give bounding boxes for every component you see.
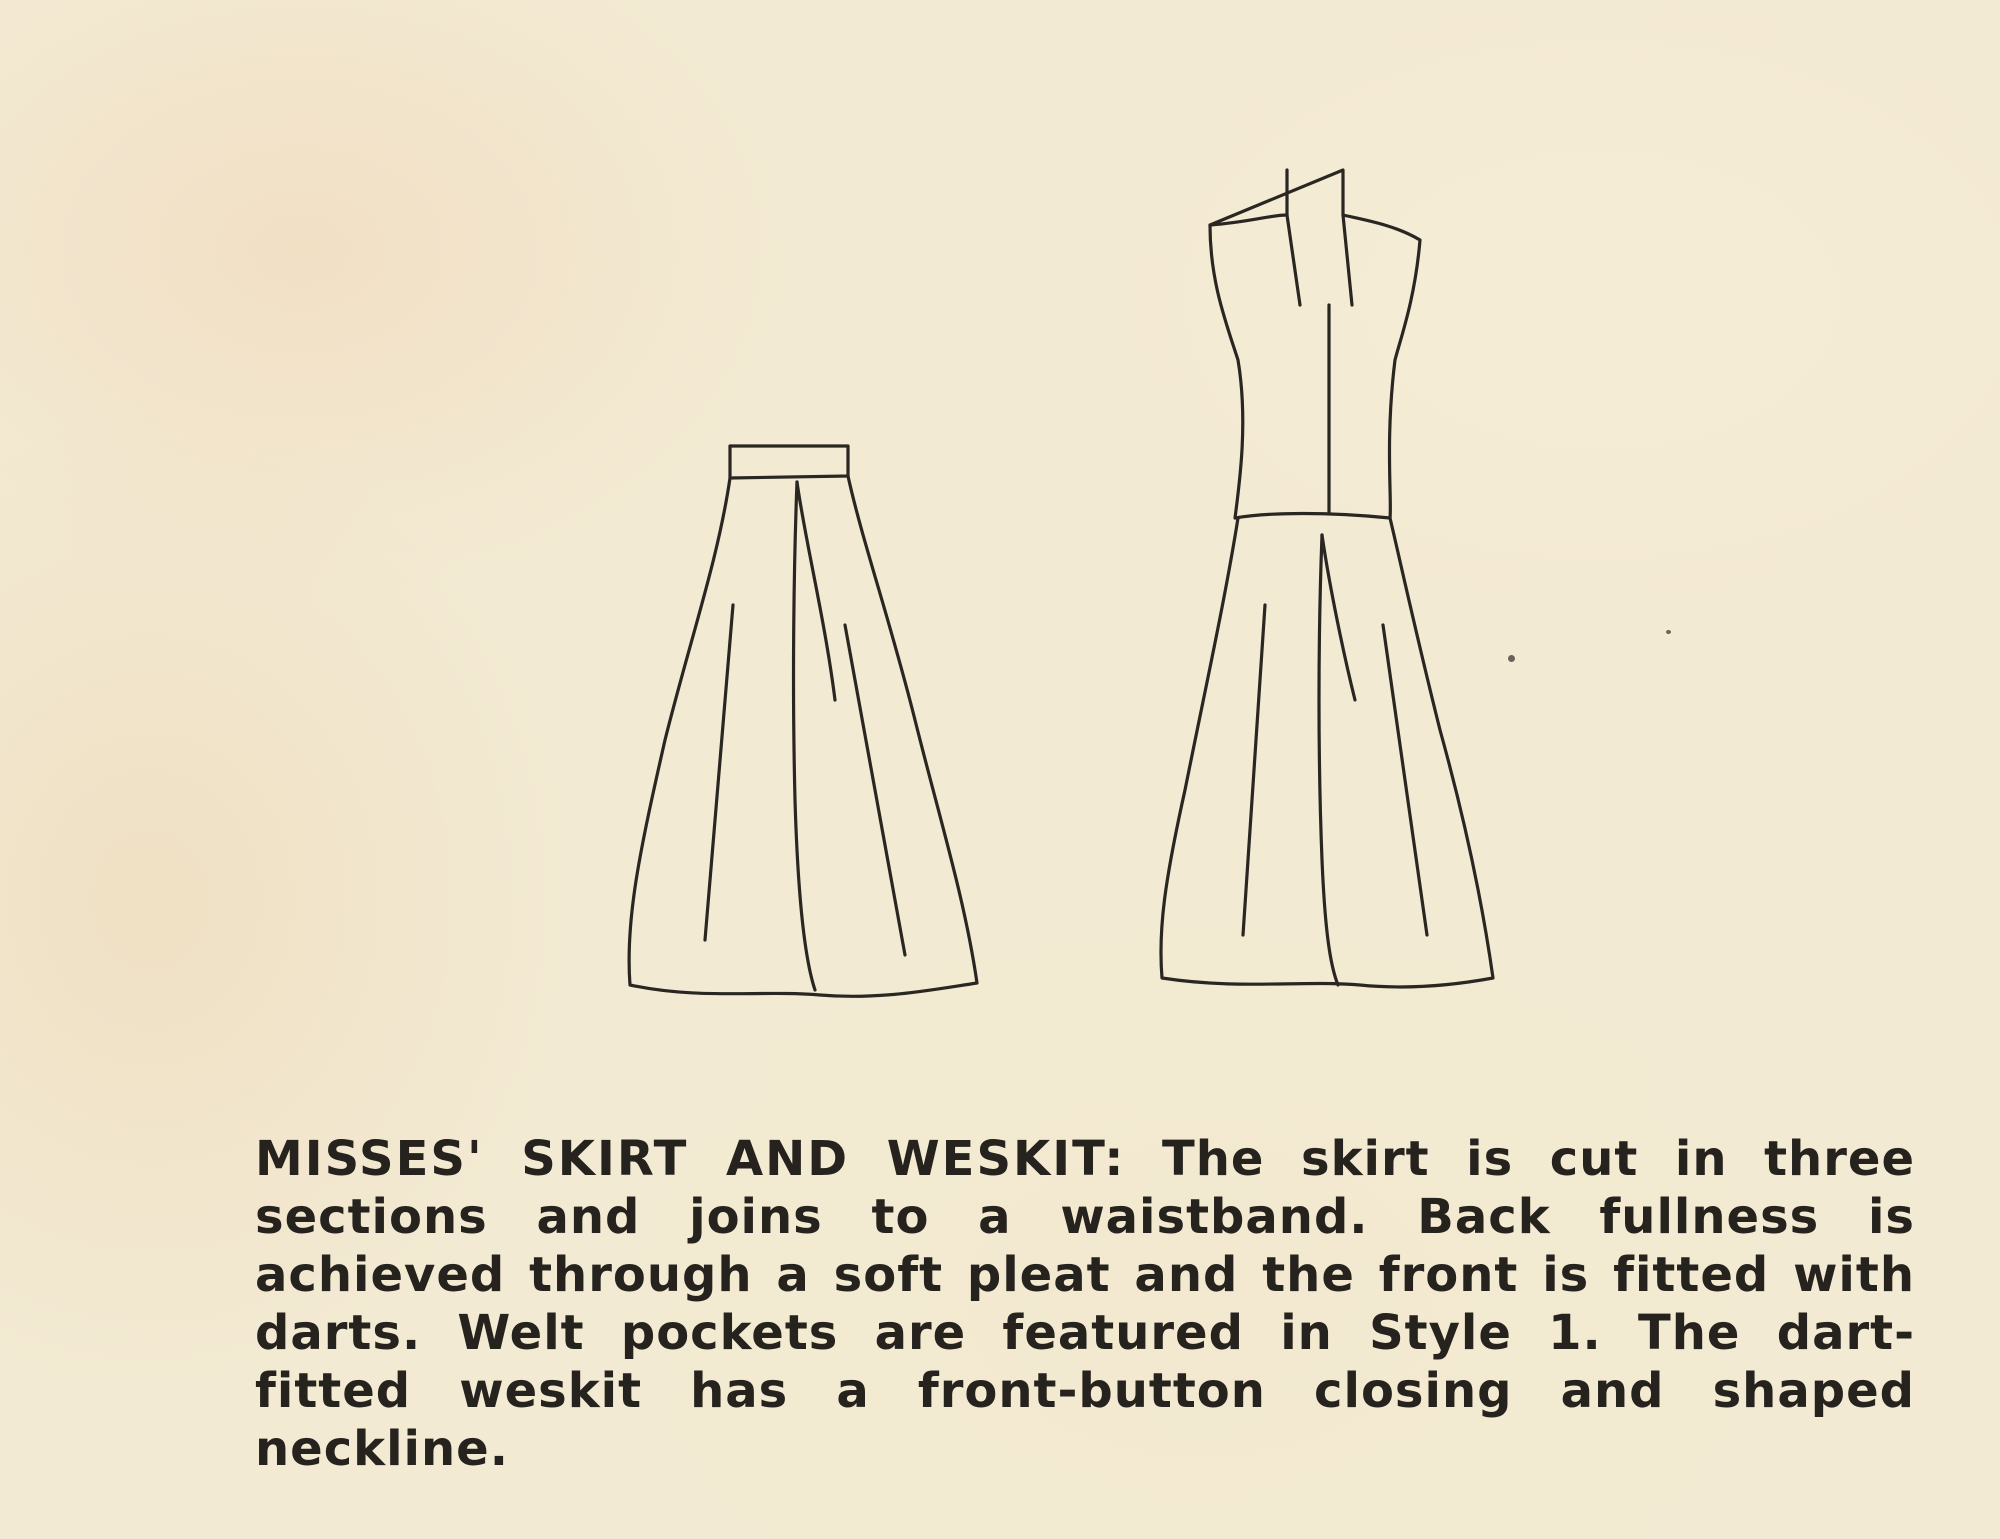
skirt-waistband: [730, 446, 848, 478]
weskit-outline: [1210, 170, 1420, 518]
description-body: The skirt is cut in three sections and joins to a waistband. Back fullness is achieved through a soft pleat and the front is fitted with darts. Welt pockets are featured in Style 1. The dart-fitted weskit has a front-button closing and shaped neckline.: [255, 1131, 1916, 1477]
skirt-dart-right: [845, 625, 905, 955]
weskit-and-skirt-illustration: [1161, 170, 1493, 987]
weskit-strap-right: [1343, 215, 1352, 305]
skirt-dart-left: [705, 605, 733, 940]
weskit-skirt-dart-right: [1383, 625, 1427, 935]
weskit-skirt-pleat-right: [1322, 535, 1355, 700]
description-heading: MISSES' SKIRT AND WESKIT:: [255, 1131, 1126, 1187]
weskit-skirt-dart-left: [1243, 605, 1265, 935]
skirt-pleat-right: [797, 482, 835, 700]
skirt-illustration: [629, 446, 977, 996]
pattern-description: [255, 1130, 1915, 1478]
weskit-strap-left: [1287, 215, 1300, 305]
